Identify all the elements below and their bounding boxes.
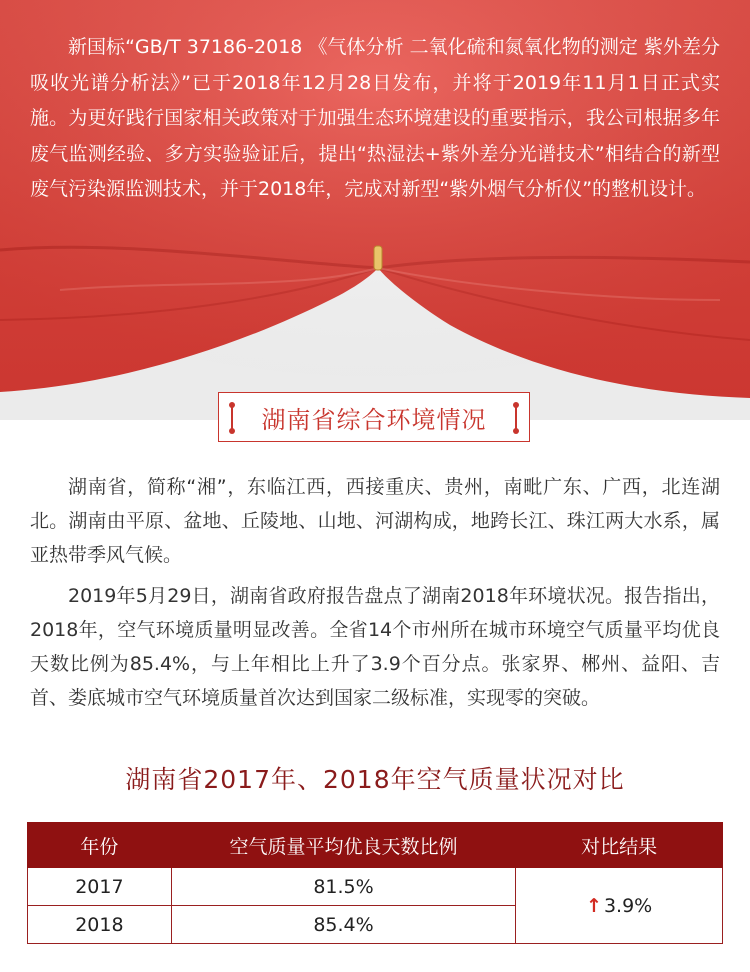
- section-title-box: [218, 392, 530, 442]
- cell-year: 2018: [28, 906, 172, 944]
- table-title: 湖南省2017年、2018年空气质量状况对比: [125, 765, 625, 794]
- intro-paragraph: 新国标“GB/T 37186-2018 《气体分析 二氧化硫和氮氧化物的测定 紫外差分吸收光谱分析法》”已于2018年12月28日发布，并将于2019年11月1日正式实施。为更好践行国家相关政策对于加强生态环境建设的重要指示，我公司根据多年废气监测经验、多方实验验证后，提出“热湿法+紫外差分光谱技术”相结合的新型废气污染源监测技术，并于2018年，完成对新型“紫外烟气分析仪”的整机设计。: [30, 36, 720, 200]
- header-ratio: 空气质量平均优良天数比例: [171, 823, 515, 868]
- environment-report-paragraph: 2019年5月29日，湖南省政府报告盘点了湖南2018年环境状况。报告指出，2018年，空气环境质量明显改善。全省14个市州所在城市环境空气质量平均优良天数比例为85.4%，与上年相比上升了3.9个百分点。张家界、郴州、益阳、吉首、娄底城市空气环境质量首次达到国家二级标准，实现零的突破。: [30, 585, 720, 709]
- hunan-overview-paragraph: 湖南省，简称“湘”，东临江西，西接重庆、贵州，南毗广东、广西，北连湖北。湖南由平原、盆地、丘陵地、山地、河湖构成，地跨长江、珠江两大水系，属亚热带季风气候。: [30, 476, 720, 566]
- cell-ratio: 85.4%: [171, 906, 515, 944]
- header-year: 年份: [28, 823, 172, 868]
- section-title: 湖南省综合环境情况: [261, 405, 487, 434]
- up-arrow-icon: ↑: [586, 894, 602, 917]
- table-row: [28, 868, 723, 906]
- title-left-ornament: [231, 405, 233, 431]
- result-value: 3.9%: [603, 894, 653, 917]
- cell-ratio: 81.5%: [171, 868, 515, 906]
- air-quality-table: [27, 822, 723, 944]
- header-result: 对比结果: [516, 823, 723, 868]
- table-header-row: [28, 823, 723, 868]
- title-right-ornament: [515, 405, 517, 431]
- cell-year: 2017: [28, 868, 172, 906]
- cell-result: [516, 868, 723, 944]
- hero-banner: [0, 0, 750, 420]
